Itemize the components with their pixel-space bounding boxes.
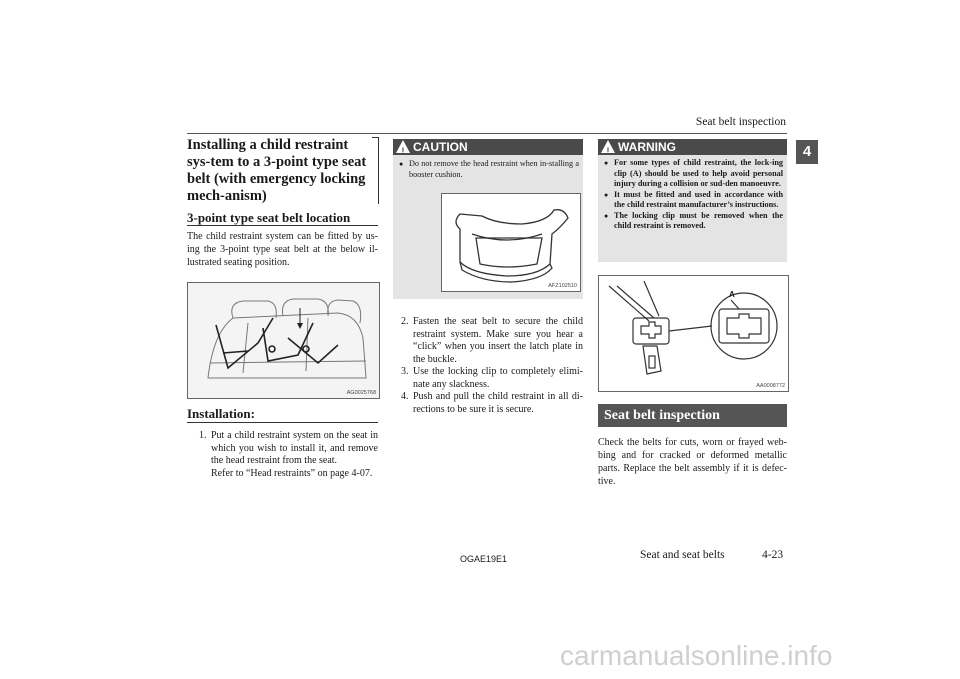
- warning-text-2: ● It must be fitted and used in accordance with the child restraint manufacturer’s instructions.: [602, 190, 783, 211]
- booster-cushion-figure: [441, 193, 581, 292]
- step-text: Push and pull the child restraint in all di-rections to be sure it is secure.: [413, 391, 583, 415]
- locking-clip-illustration: [599, 276, 788, 391]
- step-number: 1.: [199, 430, 207, 441]
- subheading-rule: [187, 225, 378, 226]
- step-number: 3.: [401, 366, 409, 377]
- intro-paragraph: The child restraint system can be fitted by us-ing the 3-point type seat belt at the below il-lustrated seating position.: [187, 231, 378, 268]
- rear-seat-illustration: [188, 283, 379, 398]
- section-paragraph: Check the belts for cuts, worn or frayed web-bing and for cracked or deformed metallic parts. Replace the belt assembly if it is defec-tive.: [598, 437, 787, 487]
- page-number: 4-23: [762, 549, 784, 561]
- step-text: Use the locking clip to completely elimi-nate any slackness.: [413, 366, 583, 390]
- watermark: carmanualsonline.info: [560, 640, 833, 671]
- caution-box: [393, 139, 583, 299]
- figure-label-a: A: [729, 290, 735, 299]
- footer-section: Seat and seat belts: [640, 549, 725, 561]
- subheading: 3-point type seat belt location: [187, 210, 351, 225]
- caution-label-bar: [393, 139, 583, 155]
- step-text: Fasten the seat belt to secure the child restraint system. Make sure you hear a “click” when you insert the latch plate in the buckle.: [413, 316, 583, 365]
- warning-triangle-icon: !: [601, 140, 615, 153]
- locking-clip-figure: [598, 275, 789, 392]
- figure-code: AA0008772: [756, 383, 785, 389]
- warning-label: WARNING: [618, 140, 676, 154]
- chapter-tab: 4: [796, 140, 818, 164]
- warning-label-bar: [598, 139, 787, 155]
- warning-triangle-icon: !: [396, 140, 410, 153]
- step-number: 2.: [401, 316, 409, 327]
- seating-position-figure: [187, 282, 380, 399]
- warning-text: ● For some types of child restraint, the lock-ing clip (A) should be used to help avoid personal injury during a collision or sud-den manoeuvre.: [602, 158, 783, 190]
- figure-code: AG0025768: [346, 390, 376, 396]
- section-heading: Installing a child restraint sys-tem to a 3-point type seat belt (with emergency locking mech-anism): [187, 137, 367, 204]
- running-header: Seat belt inspection: [695, 116, 786, 128]
- installation-heading: Installation:: [187, 406, 255, 421]
- caution-text: ● Do not remove the head restraint when in-stalling a booster cushion.: [397, 159, 579, 180]
- figure-code: AFZ102510: [548, 283, 577, 289]
- section-title-bar: Seat belt inspection: [598, 404, 787, 427]
- header-rule: [187, 133, 787, 134]
- step-text: Put a child restraint system on the seat in which you wish to install it, and remove the head restraint from the seat.: [211, 430, 378, 466]
- document-code: OGAE19E1: [460, 554, 508, 564]
- warning-text-3: ● The locking clip must be removed when the child restraint is removed.: [602, 211, 783, 232]
- installation-rule: [187, 422, 378, 423]
- step-reference: Refer to “Head restraints” on page 4-07.: [211, 468, 373, 479]
- step-number: 4.: [401, 391, 409, 402]
- heading-corner-rule: [372, 137, 379, 204]
- caution-label: CAUTION: [413, 140, 468, 154]
- booster-cushion-illustration: [442, 194, 580, 291]
- warning-box: [598, 139, 787, 262]
